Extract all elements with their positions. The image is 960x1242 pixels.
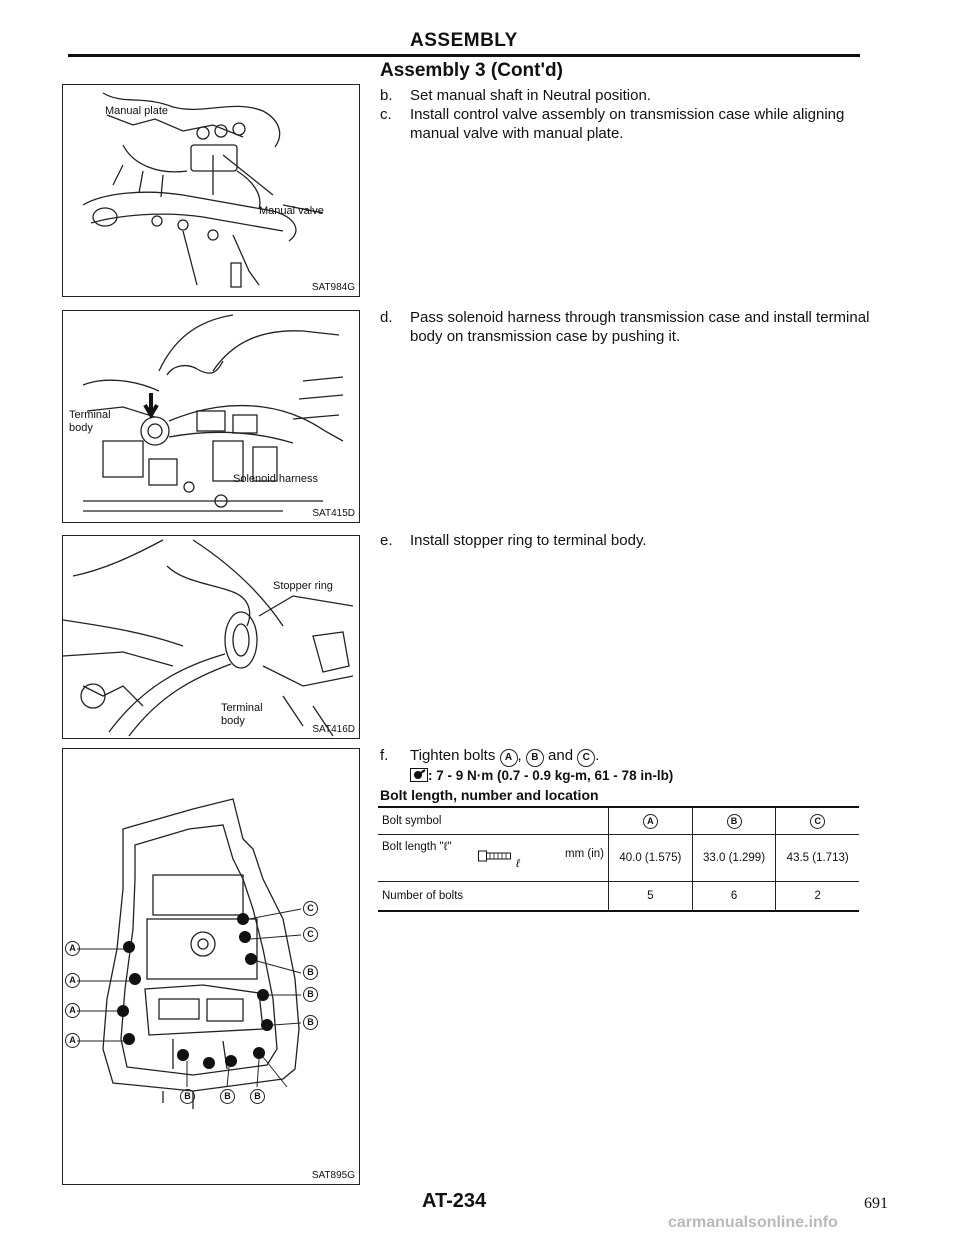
table-cell: 2 <box>776 882 859 912</box>
row-label-length: Bolt length "ℓ" mm (in) ℓ <box>378 835 609 882</box>
table-cell: C <box>776 807 859 835</box>
watermark: carmanualsonline.info <box>668 1214 838 1231</box>
label-terminal-body-2: Terminal body <box>221 702 263 727</box>
step-e: e. Install stopper ring to terminal body. <box>380 532 647 549</box>
step-b: b. Set manual shaft in Neutral position. <box>380 87 651 104</box>
table-cell: B <box>692 807 776 835</box>
bolt-length-icon <box>478 848 512 864</box>
table-cell: 43.5 (1.713) <box>776 835 859 882</box>
torque-spec: : 7 - 9 N·m (0.7 - 0.9 kg-m, 61 - 78 in-lb) <box>410 768 673 783</box>
table-cell: 5 <box>609 882 693 912</box>
torque-wrench-icon <box>410 768 428 782</box>
bolt-callout-a-4: A <box>65 1033 80 1048</box>
bolt-callout-a-3: A <box>65 1003 80 1018</box>
bolt-callout-a-2: A <box>65 973 80 988</box>
bolt-symbol-a: A <box>500 749 518 767</box>
table-cell: 40.0 (1.575) <box>609 835 693 882</box>
figure-code: SAT415D <box>312 508 355 519</box>
table-row <box>378 835 859 882</box>
figure-code: SAT895G <box>311 1170 355 1181</box>
table-cell: 6 <box>692 882 776 912</box>
figure-code: SAT984G <box>311 282 355 293</box>
bolt-table <box>378 806 859 912</box>
bolt-callout-b-2: B <box>303 987 318 1002</box>
header-rule <box>68 54 860 57</box>
bolt-callout-c-2: C <box>303 927 318 942</box>
table-cell: 33.0 (1.299) <box>692 835 776 882</box>
label-terminal-body: Terminal body <box>69 409 111 434</box>
bolt-callout-b-6: B <box>250 1089 265 1104</box>
bolt-callout-c-1: C <box>303 901 318 916</box>
bolt-callout-b-1: B <box>303 965 318 980</box>
page-code: AT-234 <box>422 1190 487 1212</box>
table-row <box>378 882 859 912</box>
bolt-callout-b-4: B <box>180 1089 195 1104</box>
page-header-title: ASSEMBLY <box>410 30 518 51</box>
bolt-callout-b-5: B <box>220 1089 235 1104</box>
step-f: f. Tighten bolts A , B and C . <box>380 746 870 767</box>
figure-terminal-body <box>62 310 360 523</box>
bolt-callout-b-3: B <box>303 1015 318 1030</box>
table-row <box>378 807 859 835</box>
figure-code: SAT416D <box>312 724 355 735</box>
page-folio: 691 <box>864 1195 888 1212</box>
section-title: Assembly 3 (Cont'd) <box>380 60 563 81</box>
step-d: d. Pass solenoid harness through transmission case and install terminal body on transmission case by pushing it. <box>380 309 870 345</box>
table-cell: A <box>609 807 693 835</box>
figure-bolt-locations <box>62 748 360 1185</box>
step-c: c. Install control valve assembly on transmission case while aligning manual valve with manual plate. <box>380 106 845 142</box>
label-stopper-ring: Stopper ring <box>273 580 333 592</box>
bolt-symbol-c: C <box>577 749 595 767</box>
stopper-ring-illustration <box>63 536 359 738</box>
table-title: Bolt length, number and location <box>380 787 599 803</box>
bolt-callout-a-1: A <box>65 941 80 956</box>
label-manual-valve: Manual valve <box>259 205 324 217</box>
bolt-symbol-b: B <box>526 749 544 767</box>
figure-manual-valve <box>62 84 360 297</box>
label-manual-plate: Manual plate <box>105 105 168 117</box>
figure-stopper-ring <box>62 535 360 739</box>
label-solenoid-harness: Solenoid harness <box>233 473 319 485</box>
row-label-symbol: Bolt symbol <box>378 807 609 835</box>
row-label-count: Number of bolts <box>378 882 609 912</box>
